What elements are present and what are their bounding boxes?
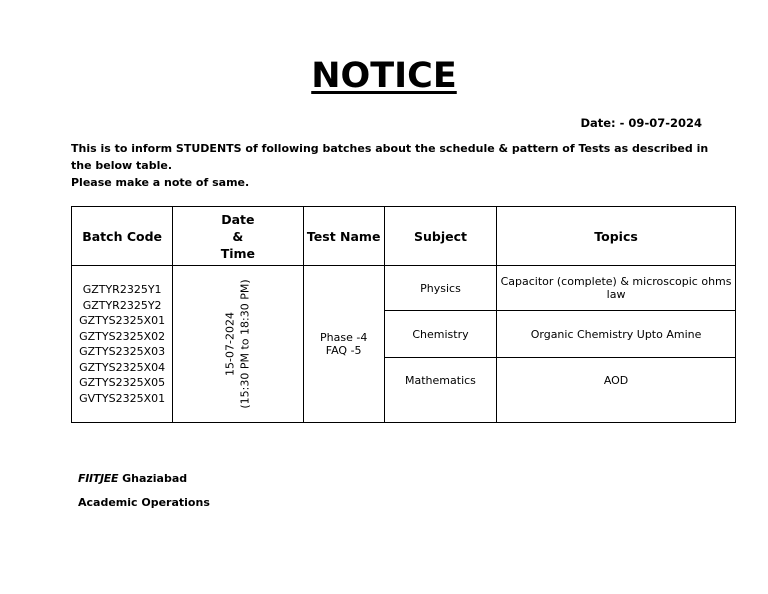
subject-physics: Physics xyxy=(384,266,496,311)
schedule-table xyxy=(71,206,736,423)
batch-code: GVTYS2325X01 xyxy=(79,391,166,405)
batch-code: GZTYS2325X03 xyxy=(79,345,166,358)
batch-code: GZTYS2325X04 xyxy=(79,360,166,374)
test-time: (15:30 PM to 18:30 PM) xyxy=(238,279,252,409)
test-name-cell xyxy=(303,266,384,423)
subject-chemistry: Chemistry xyxy=(384,311,496,358)
footer-department: Academic Operations xyxy=(78,496,210,509)
test-date: 15-07-2024 xyxy=(223,312,237,376)
header-test-name: Test Name xyxy=(303,207,384,266)
test-name-line-1: Phase -4 xyxy=(320,331,368,344)
topic-mathematics: AOD xyxy=(497,358,736,423)
header-date-line-1: Date xyxy=(221,211,255,227)
header-topics: Topics xyxy=(497,207,736,266)
footer-branch xyxy=(78,472,187,485)
header-batch-code: Batch Code xyxy=(72,207,173,266)
date-time-cell xyxy=(173,266,303,423)
header-date-time xyxy=(173,207,303,266)
header-date-line-3: Time xyxy=(220,245,256,261)
intro-line-1: This is to inform STUDENTS of following batches about the schedule & pattern of Tests as described in the below table. xyxy=(71,142,709,172)
header-date-line-2: & xyxy=(232,228,244,244)
table-row xyxy=(72,266,736,311)
notice-title xyxy=(0,56,768,96)
header-subject: Subject xyxy=(384,207,496,266)
topic-chemistry: Organic Chemistry Upto Amine xyxy=(497,311,736,358)
batch-codes-cell xyxy=(72,266,173,423)
batch-code: GZTYS2325X05 xyxy=(79,376,166,389)
fiitjee-logo: FIITJEE xyxy=(78,472,119,485)
test-name-line-2: FAQ -5 xyxy=(325,344,362,357)
batch-code: GZTYR2325Y2 xyxy=(82,298,162,312)
table-header-row xyxy=(72,207,736,266)
batch-code: GZTYS2325X01 xyxy=(79,314,166,327)
batch-code: GZTYR2325Y1 xyxy=(82,283,162,296)
topic-physics: Capacitor (complete) & microscopic ohms law xyxy=(497,266,736,311)
notice-date: Date: - 09-07-2024 xyxy=(580,116,702,130)
date-time-rotated xyxy=(223,279,253,408)
intro-line-2: Please make a note of same. xyxy=(71,176,250,189)
intro-text xyxy=(71,140,731,191)
subject-mathematics: Mathematics xyxy=(384,358,496,423)
notice-title-text: NOTICE xyxy=(311,56,457,96)
batch-code: GZTYS2325X02 xyxy=(79,329,166,343)
branch-location: Ghaziabad xyxy=(122,472,188,485)
